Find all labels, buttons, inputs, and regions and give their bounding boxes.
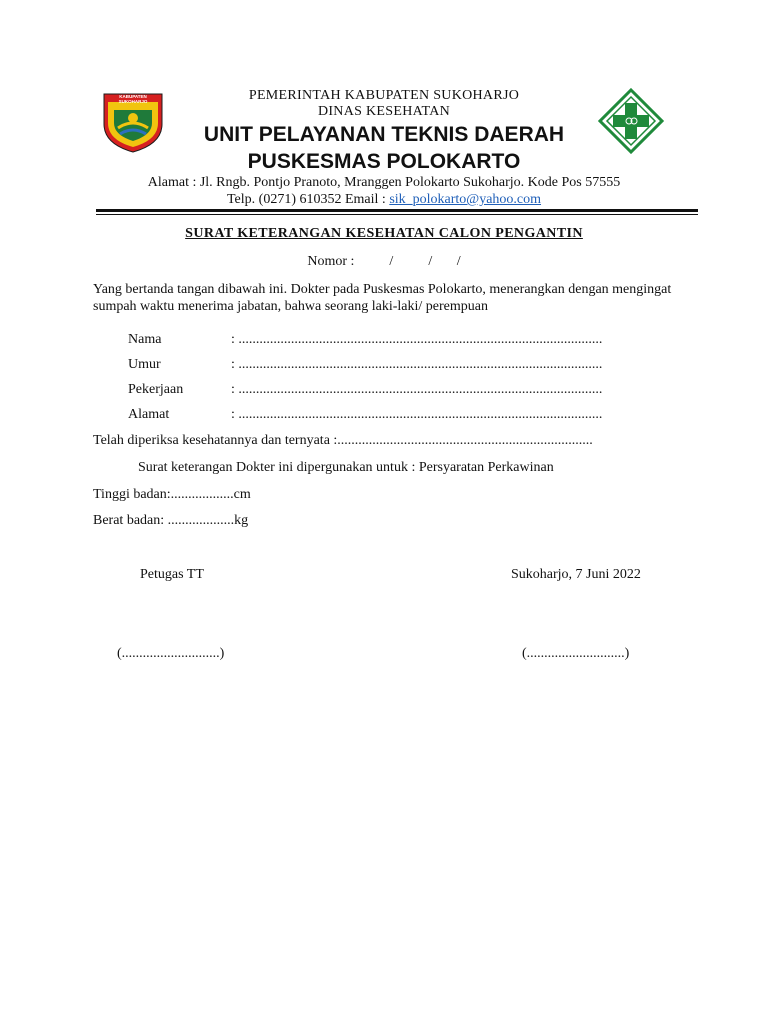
header-divider-thick — [96, 209, 698, 212]
document-number: Nomor : / / / — [307, 254, 461, 269]
left-signer-title: Petugas TT — [140, 567, 204, 582]
header-line-unit: UNIT PELAYANAN TEKNIS DAERAH — [203, 123, 565, 146]
field-value-name: : ........................................................................................................ — [231, 332, 603, 347]
header-line-department: DINAS KESEHATAN — [317, 104, 451, 119]
place-date: Sukoharjo, 7 Juni 2022 — [511, 567, 641, 582]
purpose-statement: Surat keterangan Dokter ini dipergunakan untuk : Persyaratan Perkawinan — [138, 460, 554, 475]
examined-statement: Telah diperiksa kesehatannya dan ternyata :......................................................................... — [93, 433, 593, 448]
phone-text: Telp. (0271) 610352 Email : — [226, 192, 390, 207]
header-contact — [0, 192, 768, 208]
field-value-age: : ........................................................................................................ — [231, 357, 603, 372]
field-label-name: Nama — [128, 332, 162, 347]
header-divider-thin — [96, 214, 698, 215]
field-value-occupation: : ........................................................................................................ — [231, 382, 603, 397]
emblem-caption: KABUPATEN SUKOHARJO — [118, 94, 148, 104]
header-address: Alamat : Jl. Rngb. Pontjo Pranoto, Mranggen Polokarto Sukoharjo. Kode Pos 57555 — [147, 175, 621, 190]
left-signature-line: (............................) — [117, 646, 225, 661]
field-value-address: : ........................................................................................................ — [231, 407, 603, 422]
field-label-address: Alamat — [128, 407, 170, 422]
document-title: SURAT KETERANGAN KESEHATAN CALON PENGANTIN — [185, 226, 583, 241]
height-field: Tinggi badan:..................cm — [93, 487, 251, 502]
header-line-puskesmas: PUSKESMAS POLOKARTO — [247, 150, 521, 173]
field-label-age: Umur — [128, 357, 161, 372]
field-label-occupation: Pekerjaan — [128, 382, 184, 397]
intro-paragraph: Yang bertanda tangan dibawah ini. Dokter pada Puskesmas Polokarto, menerangkan dengan mengingat sumpah waktu menerima jabatan, bahwa seorang laki-laki/ perempuan — [93, 282, 672, 314]
email-link[interactable]: sik_polokarto@yahoo.com — [389, 192, 542, 207]
header-line-government: PEMERINTAH KABUPATEN SUKOHARJO — [248, 88, 520, 103]
right-signature-line: (............................) — [522, 646, 630, 661]
weight-field: Berat badan: ...................kg — [93, 513, 249, 528]
